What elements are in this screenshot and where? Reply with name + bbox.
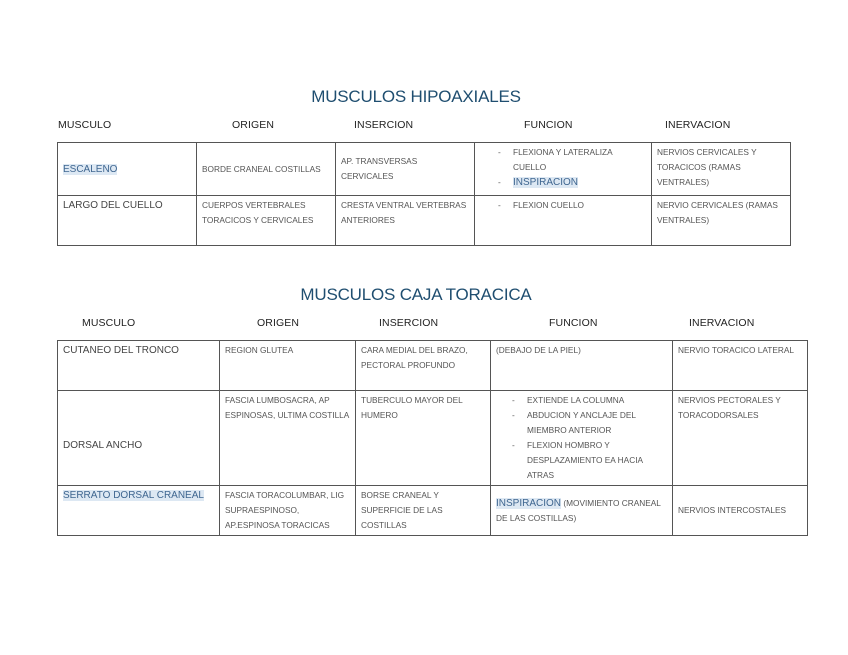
list-item: - FLEXION HOMBRO Y DESPLAZAMIENTO EA HACIA ATRAS	[509, 438, 668, 483]
list-item: - FLEXION CUELLO	[495, 198, 647, 213]
highlighted-text: INSPIRACION	[513, 177, 579, 188]
cell-inervacion: NERVIO CERVICALES (RAMAS VENTRALES)	[652, 196, 791, 246]
header-inervacion: INERVACION	[665, 119, 731, 131]
header-musculo: MUSCULO	[82, 317, 136, 329]
cell-inervacion: NERVIOS INTERCOSTALES	[673, 486, 808, 536]
cell-funcion	[491, 486, 673, 536]
funcion-list	[509, 393, 668, 483]
funcion-list	[495, 145, 647, 190]
header-musculo: MUSCULO	[58, 119, 112, 131]
cell-musculo: CUTANEO DEL TRONCO	[58, 341, 220, 391]
section-title-caja-toracica: MUSCULOS CAJA TORACICA	[300, 285, 532, 304]
header-funcion: FUNCION	[524, 119, 573, 131]
cell-musculo: DORSAL ANCHO	[58, 391, 220, 486]
cell-inervacion: NERVIOS PECTORALES Y TORACODORSALES	[673, 391, 808, 486]
table-row	[58, 143, 791, 196]
cell-insercion: BORSE CRANEAL Y SUPERFICIE DE LAS COSTILLAS	[356, 486, 491, 536]
cell-insercion: CRESTA VENTRAL VERTEBRAS ANTERIORES	[336, 196, 475, 246]
header-funcion: FUNCION	[549, 317, 598, 329]
list-item	[495, 175, 647, 190]
highlighted-text: SERRATO DORSAL CRANEAL	[63, 490, 204, 501]
cell-origen: BORDE CRANEAL COSTILLAS	[197, 143, 336, 196]
cell-musculo	[58, 486, 220, 536]
cell-musculo: LARGO DEL CUELLO	[58, 196, 197, 246]
cell-funcion: (DEBAJO DE LA PIEL)	[491, 341, 673, 391]
cell-inervacion: NERVIOS CERVICALES Y TORACICOS (RAMAS VENTRALES)	[652, 143, 791, 196]
header-insercion: INSERCION	[379, 317, 439, 329]
header-insercion: INSERCION	[354, 119, 414, 131]
table-row	[58, 391, 808, 486]
list-item: - FLEXIONA Y LATERALIZA CUELLO	[495, 145, 647, 175]
table-hipoaxiales	[57, 142, 791, 246]
cell-inervacion: NERVIO TORACICO LATERAL	[673, 341, 808, 391]
highlighted-text: ESCALENO	[63, 163, 118, 175]
list-item: - EXTIENDE LA COLUMNA	[509, 393, 668, 408]
cell-origen: FASCIA LUMBOSACRA, AP ESPINOSAS, ULTIMA COSTILLA	[220, 391, 356, 486]
cell-origen: CUERPOS VERTEBRALES TORACICOS Y CERVICALES	[197, 196, 336, 246]
cell-insercion: TUBERCULO MAYOR DEL HUMERO	[356, 391, 491, 486]
header-origen: ORIGEN	[257, 317, 300, 329]
cell-funcion	[475, 143, 652, 196]
cell-insercion: CARA MEDIAL DEL BRAZO, PECTORAL PROFUNDO	[356, 341, 491, 391]
funcion-list	[495, 198, 647, 213]
header-inervacion: INERVACION	[689, 317, 755, 329]
list-item: - ABDUCION Y ANCLAJE DEL MIEMBRO ANTERIOR	[509, 408, 668, 438]
table-caja-toracica	[57, 340, 808, 536]
header-origen: ORIGEN	[232, 119, 275, 131]
cell-musculo	[58, 143, 197, 196]
section-title-hipoaxiales: MUSCULOS HIPOAXIALES	[311, 87, 521, 106]
highlighted-text: INSPIRACION	[496, 497, 562, 509]
table-row	[58, 196, 791, 246]
cell-funcion	[475, 196, 652, 246]
table-row	[58, 341, 808, 391]
cell-insercion: AP. TRANSVERSAS CERVICALES	[336, 143, 475, 196]
funcion-text: (MOVIMIENTO CRANEAL DE LAS COSTILLAS)	[496, 497, 661, 523]
cell-funcion	[491, 391, 673, 486]
table-row	[58, 486, 808, 536]
cell-origen: REGION GLUTEA	[220, 341, 356, 391]
cell-origen: FASCIA TORACOLUMBAR, LIG SUPRAESPINOSO, AP.ESPINOSA TORACICAS	[220, 486, 356, 536]
